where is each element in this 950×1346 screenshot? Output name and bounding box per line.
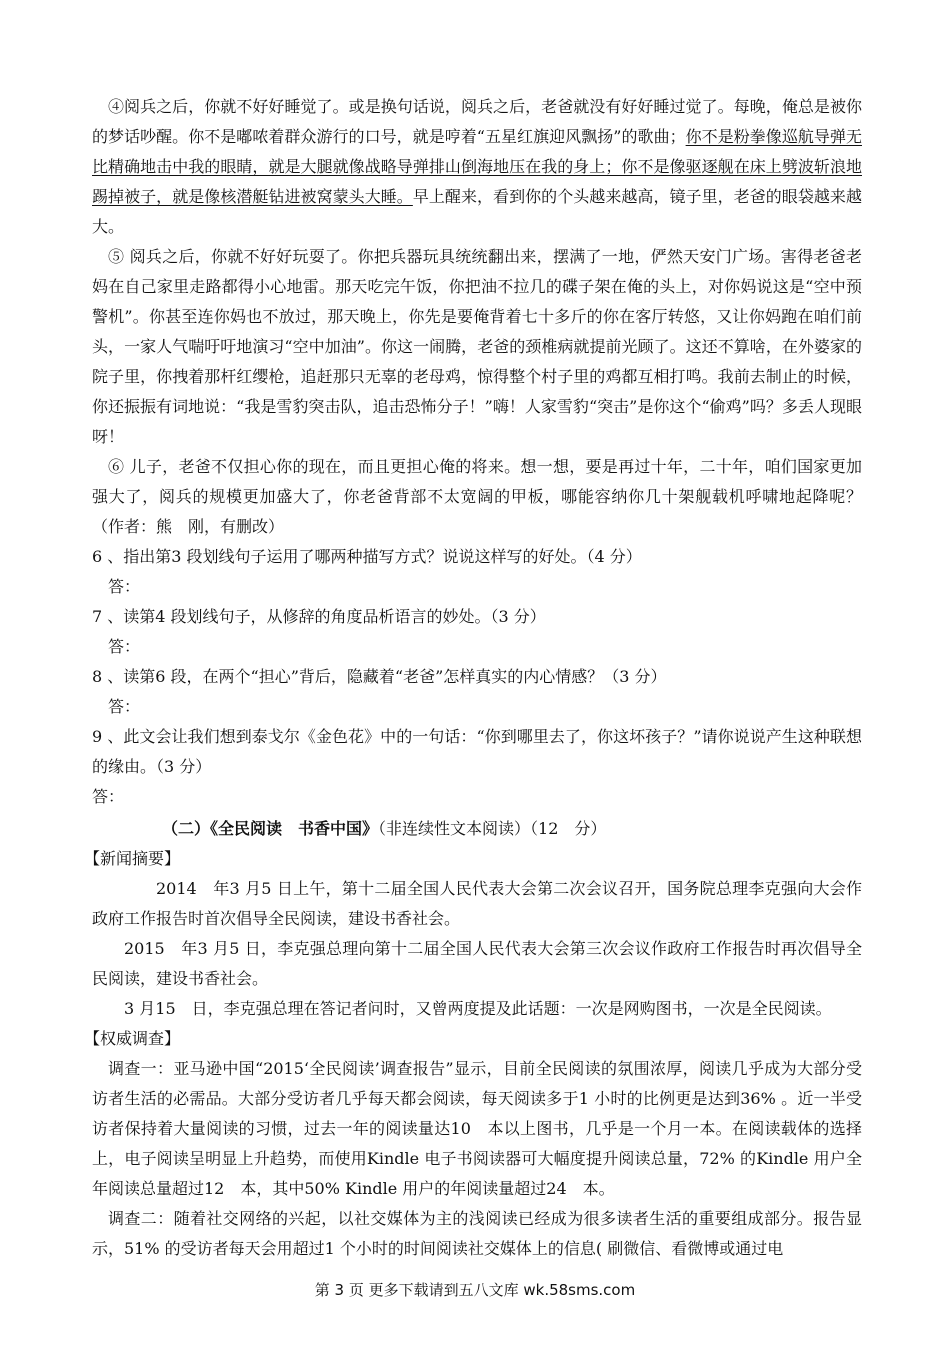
page-footer: 第 3 页 更多下载请到五八文库 wk.58sms.com — [314, 1281, 636, 1299]
answer-9: 答： — [92, 787, 125, 806]
paragraph-6: ⑥ 儿子，老爸不仅担心你的现在，而且更担心俺的将来。想一想，要是再过十年，二十年，咱们国家更加强大了，阅兵的规模更加盛大了，你老爸背部不太宽阔的甲板，哪能容纳你几十架舰载机呼啸地起降呢？ （作者：熊 刚，有删改） — [92, 457, 895, 536]
answer-7: 答： — [108, 637, 141, 656]
question-7: 7 、读第4 段划线句子，从修辞的角度品析语言的妙处。（3 分） — [92, 607, 546, 626]
news-item-3: 3 月15 日，李克强总理在答记者问时，又曾两度提及此话题：一次是网购图书，一次是全民阅读。 — [124, 999, 832, 1018]
answer-6: 答： — [108, 577, 141, 596]
paragraph-4-text-end: 早上醒来，看到你的个头越来越高，镜子里，老爸的眼袋越来越大。 — [92, 187, 862, 236]
news-item-1: 2014 年3 月5 日上午，第十二届全国人民代表大会第二次会议召开，国务院总理李克强向大会作政府工作报告时首次倡导全民阅读，建设书香社会。 — [92, 879, 862, 928]
question-9: 9 、此文会让我们想到泰戈尔《金色花》中的一句话：“你到哪里去了，你这坏孩子？”请你说说产生这种联想的缘由。（3 分） — [92, 727, 862, 776]
question-8: 8 、读第6 段，在两个“担心”背后，隐藏着“老爸”怎样真实的内心情感？（3 分） — [92, 667, 667, 686]
paragraph-4-underlined-sentence: 你不是粉拳像巡航导弹无比精确地击中我的眼睛，就是大腿就像战略导弹排山倒海地压在我的身上；你不是像驱逐舰在床上劈波斩浪地踢掉被子，就是像核潜艇钻进被窝蒙头大睡。 — [92, 127, 862, 206]
document-page — [84, 92, 895, 1264]
section-2-title — [92, 814, 862, 844]
question-6: 6 、指出第3 段划线句子运用了哪两种描写方式？说说这样写的好处。（4 分） — [92, 547, 642, 566]
survey-heading: 【权威调查】 — [84, 1029, 181, 1048]
answer-8: 答： — [108, 697, 141, 716]
survey-item-1: 调查一：亚马逊中国“2015‘全民阅读’调查报告”显示，目前全民阅读的氛围浓厚，阅读几乎成为大部分受访者生活的必需品。大部分受访者几乎每天都会阅读，每天阅读多于1 小时的比例更是达到36% 。近一半受访者保持着大量阅读的习惯，过去一年的阅读量达10 本以上图书，几乎是一个月一本。在阅读载体的选择上，电子阅读呈明显上升趋势，而使用Kindle 电子书阅读器可大幅度提升阅读总量，72% 的Kindle 用户全年阅读总量超过12 本，其中50% Kindle 用户的年阅读量超过24 本。 — [92, 1059, 862, 1198]
paragraph-5: ⑤ 阅兵之后，你就不好好玩耍了。你把兵器玩具统统翻出来，摆满了一地，俨然天安门广场。害得老爸老妈在自己家里走路都得小心地雷。那天吃完午饭，你把油不拉几的碟子架在俺的头上，对你妈说这是“空中预警机”。你甚至连你妈也不放过，那天晚上，你先是要俺背着七十多斤的你在客厅转悠，又让你妈跑在咱们前头，一家人气喘吁吁地演习“空中加油”。你这一闹腾，老爸的颈椎病就提前光顾了。这还不算啥，在外婆家的院子里，你拽着那杆红缨枪，追赶那只无辜的老母鸡，惊得整个村子里的鸡都互相打鸣。我前去制止的时候，你还振振有词地说：“我是雪豹突击队，追击恐怖分子！”嗨！人家雪豹“突击”是你这个“偷鸡”吗？多丢人现眼呀！ — [92, 247, 862, 446]
survey-item-2: 调查二：随着社交网络的兴起，以社交媒体为主的浅阅读已经成为很多读者生活的重要组成部分。报告显示，51% 的受访者每天会用超过1 个小时的时间阅读社交媒体上的信息( 刷微信、看微博或通过电 — [92, 1209, 862, 1258]
paragraph-4-text: ④阅兵之后，你就不好好睡觉了。或是换句话说，阅兵之后，老爸就没有好好睡过觉了。每晚，俺总是被你的梦话吵醒。你不是嘟哝着群众游行的口号，就是哼着“五星红旗迎风飘扬”的歌曲； — [92, 97, 862, 146]
news-heading: 【新闻摘要】 — [84, 849, 181, 868]
paragraph-4 — [92, 92, 862, 242]
section-2-title-rest: （非连续性文本阅读）（12 分） — [378, 819, 607, 838]
news-item-2: 2015 年3 月5 日，李克强总理向第十二届全国人民代表大会第三次会议作政府工作报告时再次倡导全民阅读，建设书香社会。 — [92, 939, 862, 988]
section-2-title-bold: （二）《全民阅读 书香中国》 — [162, 819, 379, 838]
